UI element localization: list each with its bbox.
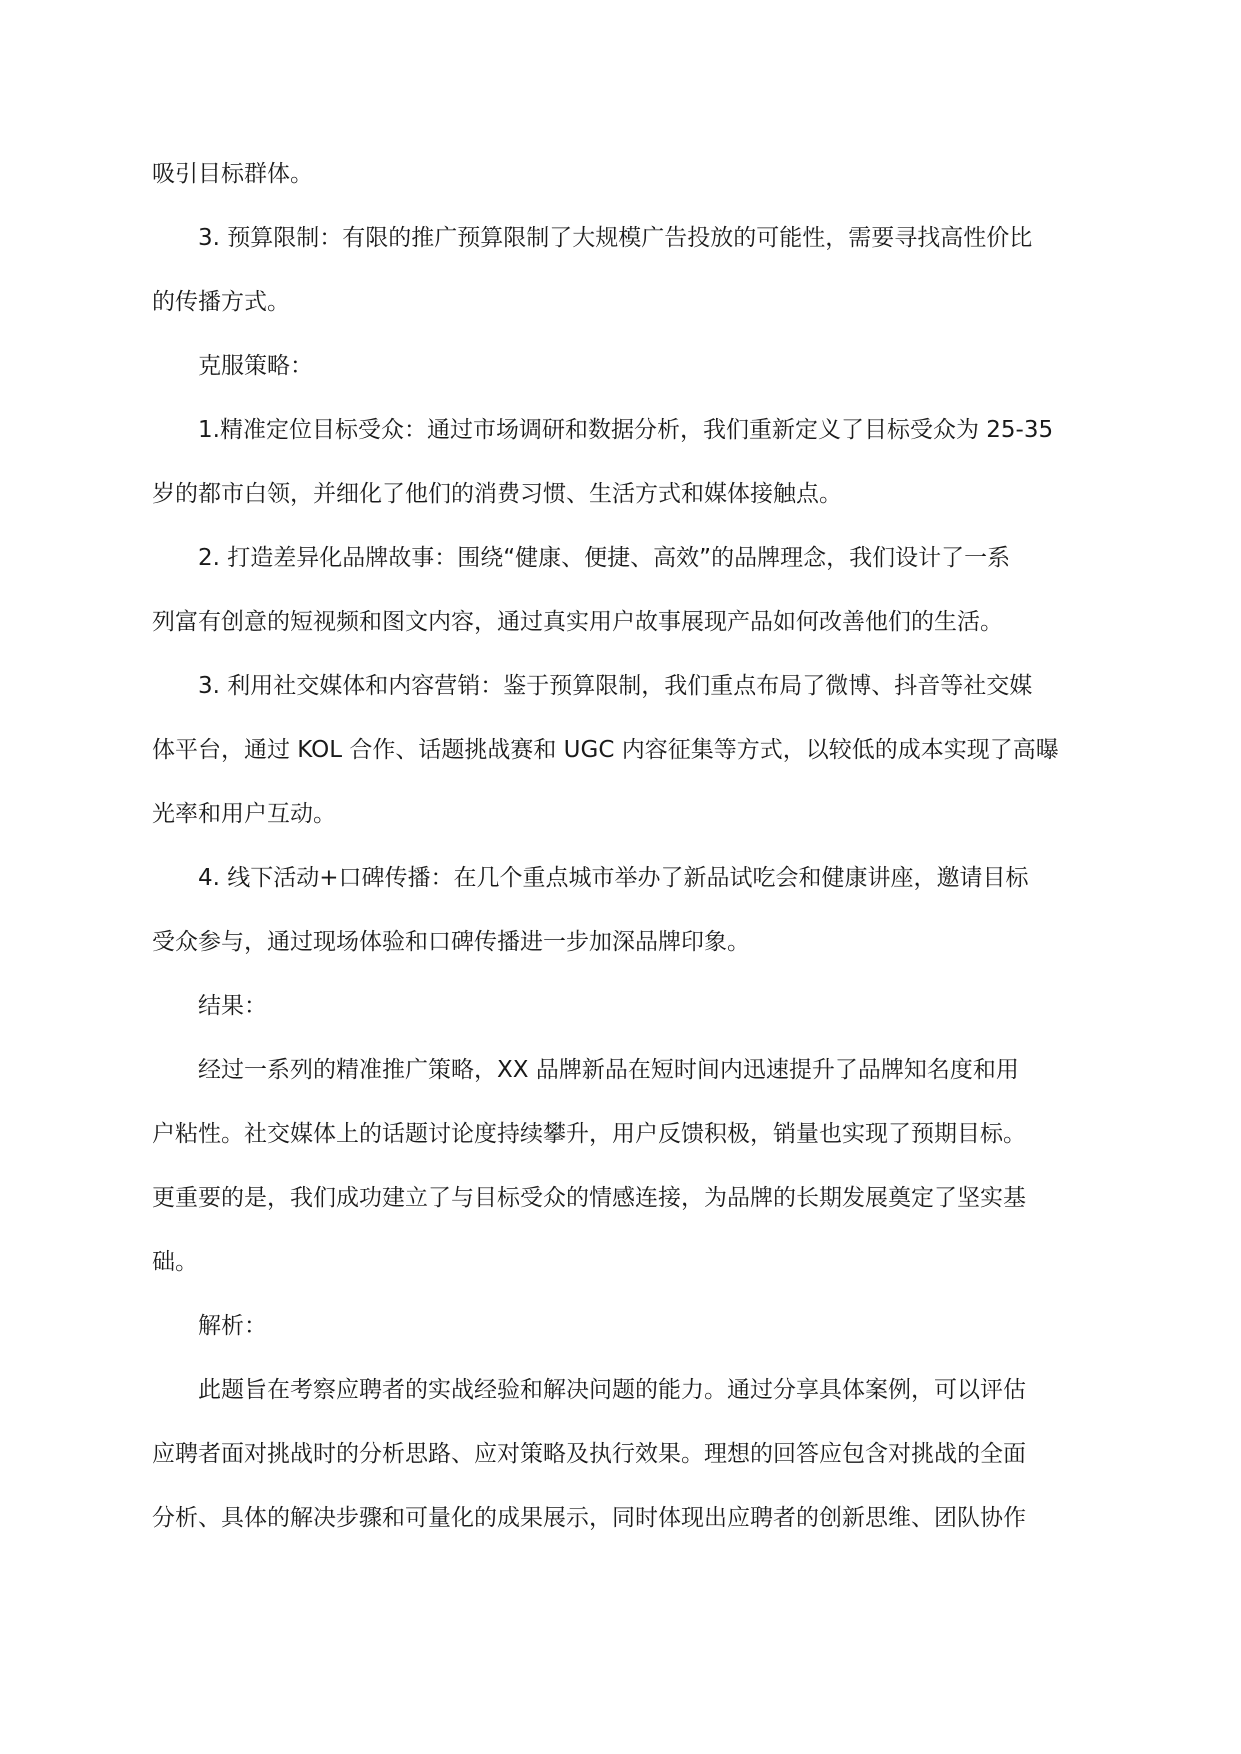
paragraph-challenge-3 [152, 206, 1092, 334]
strategy-heading [152, 334, 1092, 398]
text-line: 经过一系列的精准推广策略，XX 品牌新品在短时间内迅速提升了品牌知名度和用 [198, 1057, 1019, 1083]
text-line: 受众参与，通过现场体验和口碑传播进一步加深品牌印象。 [152, 929, 750, 955]
text-line: 光率和用户互动。 [152, 801, 336, 827]
document-body [152, 142, 1092, 1550]
paragraph-strategy-3 [152, 654, 1092, 846]
text-line: 2. 打造差异化品牌故事：围绕“健康、便捷、高效”的品牌理念，我们设计了一系 [198, 545, 1011, 571]
text-line: 1.精准定位目标受众：通过市场调研和数据分析，我们重新定义了目标受众为 25-35 [198, 417, 1054, 443]
analysis-heading [152, 1294, 1092, 1358]
paragraph-continuation [152, 142, 1092, 206]
heading-text: 克服策略： [198, 353, 313, 379]
text-line: 3. 利用社交媒体和内容营销：鉴于预算限制，我们重点布局了微博、抖音等社交媒 [198, 673, 1033, 699]
text-line: 3. 预算限制：有限的推广预算限制了大规模广告投放的可能性，需要寻找高性价比 [198, 225, 1033, 251]
paragraph-analysis [152, 1358, 1092, 1550]
text-line: 更重要的是，我们成功建立了与目标受众的情感连接，为品牌的长期发展奠定了坚实基 [152, 1185, 1026, 1211]
text-line: 应聘者面对挑战时的分析思路、应对策略及执行效果。理想的回答应包含对挑战的全面 [152, 1441, 1026, 1467]
text-line: 岁的都市白领，并细化了他们的消费习惯、生活方式和媒体接触点。 [152, 481, 842, 507]
paragraph-strategy-4 [152, 846, 1092, 974]
result-heading [152, 974, 1092, 1038]
text-line: 体平台，通过 KOL 合作、话题挑战赛和 UGC 内容征集等方式，以较低的成本实现了高曝 [152, 737, 1059, 763]
text-line: 的传播方式。 [152, 289, 290, 315]
paragraph-result [152, 1038, 1092, 1294]
text-line: 列富有创意的短视频和图文内容，通过真实用户故事展现产品如何改善他们的生活。 [152, 609, 1003, 635]
paragraph-strategy-2 [152, 526, 1092, 654]
text-line: 户粘性。社交媒体上的话题讨论度持续攀升，用户反馈积极，销量也实现了预期目标。 [152, 1121, 1026, 1147]
text-line: 分析、具体的解决步骤和可量化的成果展示，同时体现出应聘者的创新思维、团队协作 [152, 1505, 1026, 1531]
paragraph-strategy-1 [152, 398, 1092, 526]
text-line: 4. 线下活动+口碑传播：在几个重点城市举办了新品试吃会和健康讲座，邀请目标 [198, 865, 1029, 891]
heading-text: 结果： [198, 993, 267, 1019]
text-line: 吸引目标群体。 [152, 161, 313, 187]
heading-text: 解析： [198, 1313, 267, 1339]
text-line: 此题旨在考察应聘者的实战经验和解决问题的能力。通过分享具体案例，可以评估 [198, 1377, 1026, 1403]
text-line: 础。 [152, 1249, 198, 1275]
